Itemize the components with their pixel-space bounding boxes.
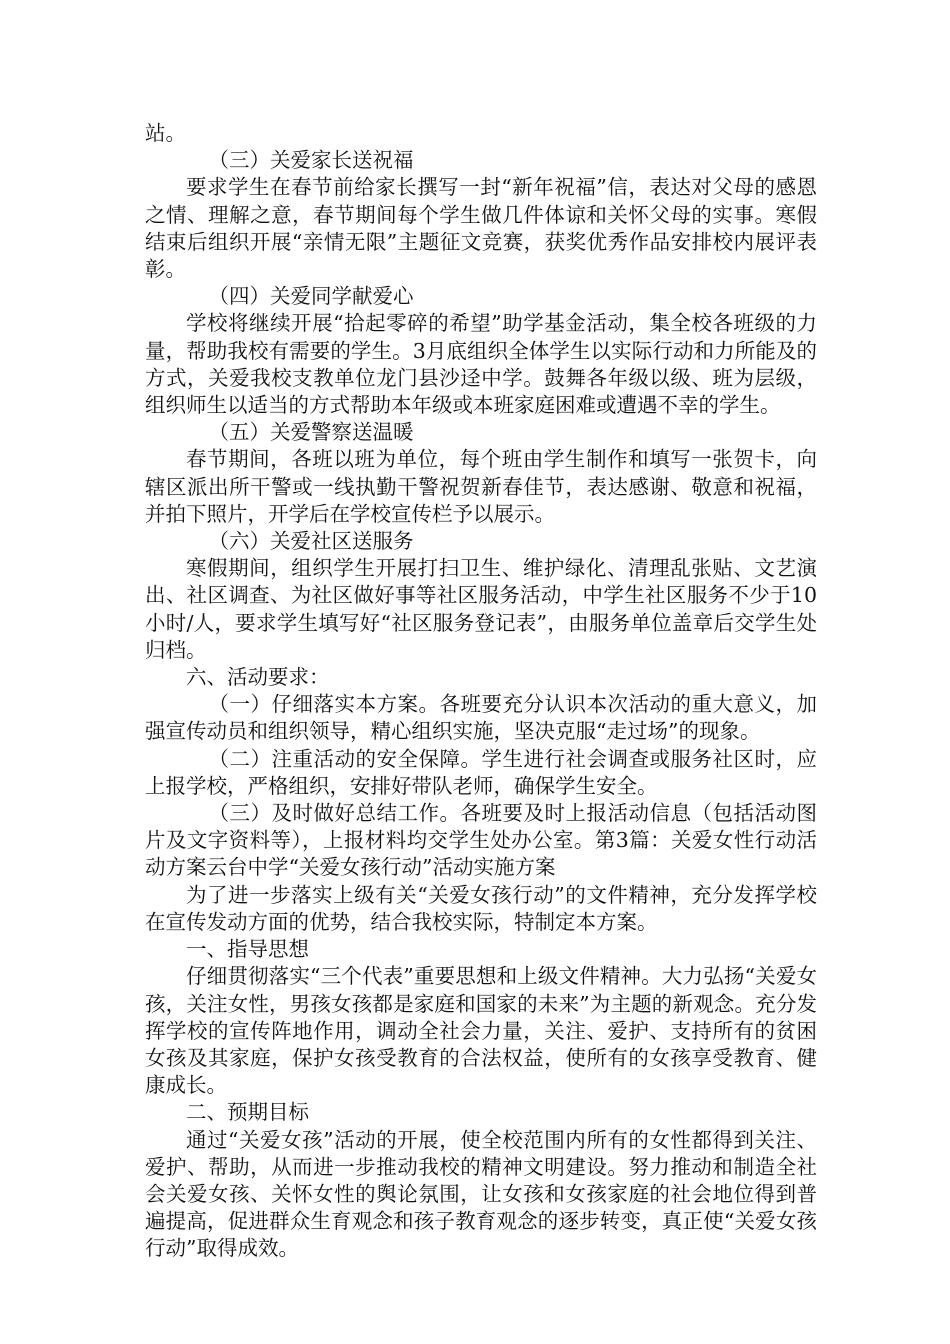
paragraph: （三）及时做好总结工作。各班要及时上报活动信息（包括活动图片及文字资料等），上报材料均交学生处办公室。第3篇：关爱女性行动活动方案云台中学“关爱女孩行动”活动实施方案 <box>145 801 817 880</box>
paragraph: 学校将继续开展“拾起零碎的希望”助学基金活动，集全校各班级的力量，帮助我校有需要的学生。3月底组织全体学生以实际行动和力所能及的方式，关爱我校支教单位龙门县沙迳中学。鼓舞各年级以级、班为层级，组织师生以适当的方式帮助本年级或本班家庭困难或遭遇不幸的学生。 <box>145 311 817 418</box>
section-heading: 一、指导思想 <box>186 937 309 962</box>
paragraph: （一）仔细落实本方案。各班要充分认识本次活动的重大意义，加强宣传动员和组织领导，精心组织实施，坚决克服“走过场”的现象。 <box>145 692 817 744</box>
paragraph: 为了进一步落实上级有关“关爱女孩行动”的文件精神，充分发挥学校在宣传发动方面的优势，结合我校实际，特制定本方案。 <box>145 882 817 934</box>
paragraph: 通过“关爱女孩”活动的开展，使全校范围内所有的女性都得到关注、爱护、帮助，从而进一步推动我校的精神文明建设。努力推动和制造全社会关爱女孩、关怀女性的舆论氛围，让女孩和女孩家庭的社会地位得到普遍提高，促进群众生育观念和孩子教育观念的逐步转变，真正使“关爱女孩行动”取得成效。 <box>145 1127 817 1261</box>
paragraph: 要求学生在春节前给家长撰写一封“新年祝福”信，表达对父母的感恩之情、理解之意，春节期间每个学生做几件体谅和关怀父母的实事。寒假结束后组织开展“亲情无限”主题征文竞赛，获奖优秀作品安排校内展评表彰。 <box>145 175 817 282</box>
section-heading: （五）关爱警察送温暖 <box>208 420 414 445</box>
paragraph: 春节期间，各班以班为单位，每个班由学生制作和填写一张贺卡，向辖区派出所干警或一线执勤干警祝贺新春佳节，表达感谢、敬意和祝福，并拍下照片，开学后在学校宣传栏予以展示。 <box>145 447 817 526</box>
paragraph: 仔细贯彻落实“三个代表”重要思想和上级文件精神。大力弘扬“关爱女孩，关注女性，男孩女孩都是家庭和国家的未来”为主题的新观念。充分发挥学校的宣传阵地作用，调动全社会力量，关注、爱护、支持所有的贫困女孩及其家庭，保护女孩受教育的合法权益，使所有的女孩享受教育、健康成长。 <box>145 964 817 1098</box>
paragraph: （二）注重活动的安全保障。学生进行社会调查或服务社区时，应上报学校，严格组织，安排好带队老师，确保学生安全。 <box>145 746 817 798</box>
paragraph: 寒假期间，组织学生开展打扫卫生、维护绿化、清理乱张贴、文艺演出、社区调查、为社区做好事等社区服务活动，中学生社区服务不少于10小时/人，要求学生填写好“社区服务登记表”，由服务单位盖章后交学生处归档。 <box>145 556 817 662</box>
document-body <box>145 120 817 1263</box>
section-heading: 二、预期目标 <box>186 1100 309 1125</box>
section-heading: 六、活动要求： <box>186 665 330 690</box>
section-heading: （六）关爱社区送服务 <box>208 529 414 554</box>
paragraph: 站。 <box>145 121 186 145</box>
section-heading: （四）关爱同学献爱心 <box>208 284 414 309</box>
section-heading: （三）关爱家长送祝福 <box>208 148 414 173</box>
